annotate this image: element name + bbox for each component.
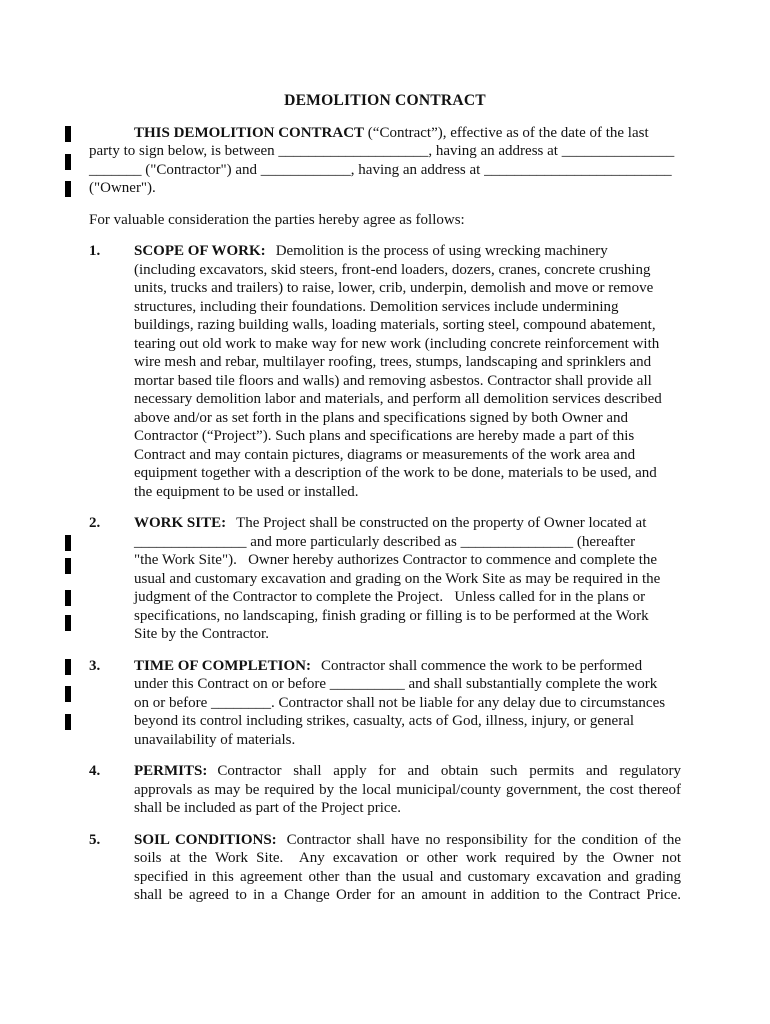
section-heading: WORK SITE: <box>134 515 227 531</box>
section-first-line <box>134 831 681 850</box>
intro-first-line-rest: (“Contract”), effective as of the date of the last <box>364 124 649 141</box>
intro-lines <box>89 142 681 198</box>
revision-bar <box>65 714 71 730</box>
section-first-line <box>134 762 681 781</box>
text-line: beyond its control including strikes, casualty, acts of God, illness, injury, or general <box>134 713 635 729</box>
section-number: 4. <box>89 763 101 779</box>
section-body <box>134 514 681 644</box>
text-line: structures, including their foundations. Demolition services include undermining <box>134 298 619 315</box>
section-heading: PERMITS: <box>134 763 208 779</box>
text-line: under this Contract on or before __________ and shall substantially complete the work <box>134 676 658 692</box>
section-first-line-rest: Contractor shall commence the work to be performed <box>320 657 643 674</box>
text-line: soils at the Work Site. Any excavation or other work required by the Owner not <box>134 850 681 866</box>
text-line: buildings, razing building walls, loading materials, sorting steel, compound abatement, <box>134 317 656 333</box>
revision-bar <box>65 659 71 675</box>
revision-bar <box>65 558 71 574</box>
section-body <box>134 657 681 750</box>
text-line: shall be agreed to in a Change Order for an amount in addition to the Contract Price. <box>134 887 681 903</box>
section-first-line <box>134 657 681 676</box>
text-line: unavailability of materials. <box>134 731 296 748</box>
section-body <box>134 242 681 501</box>
revision-bar <box>65 126 71 142</box>
text-line: tearing out old work to make way for new work (including concrete reinforcement with <box>134 335 660 352</box>
document-title: DEMOLITION CONTRACT <box>284 92 486 109</box>
section-heading: TIME OF COMPLETION: <box>134 657 311 674</box>
section-body <box>134 831 681 905</box>
text-line: "the Work Site"). Owner hereby authorizes Contractor to commence and complete the <box>134 552 658 568</box>
section-first-line-rest: The Project shall be constructed on the property of Owner located at <box>236 515 647 531</box>
section-heading: SOIL CONDITIONS: <box>134 831 277 848</box>
text-line: above and/or as set forth in the plans and specifications signed by both Owner and <box>134 409 629 426</box>
section-heading: SCOPE OF WORK: <box>134 243 266 259</box>
text-line: specified in this agreement other than the usual and customary excavation and grading <box>134 868 681 885</box>
text-line: usual and customary excavation and grading on the Work Site as may be required in the <box>134 570 661 587</box>
text-line: shall be included as part of the Project price. <box>134 800 401 816</box>
section-lines <box>134 781 681 818</box>
section-lines <box>134 533 681 644</box>
section-first-line-rest: Demolition is the process of using wrecking machinery <box>275 243 608 259</box>
revision-bar <box>65 154 71 170</box>
text-line: on or before ________. Contractor shall not be liable for any delay due to circumstances <box>134 694 666 711</box>
section-lines <box>134 261 681 502</box>
section-permits <box>89 762 681 818</box>
text-line: mortar based tile floors and walls) and removing asbestos. Contractor shall provide all <box>134 372 652 389</box>
text-line: ("Owner"). <box>89 180 156 196</box>
section-time-of-completion <box>89 657 681 750</box>
section-number: 1. <box>89 243 101 259</box>
section-number: 5. <box>89 831 101 848</box>
text-line: _______________ and more particularly described as _______________ (hereafter <box>134 533 636 550</box>
text-line: Contractor (“Project”). Such plans and specifications are hereby made a part of this <box>134 428 635 444</box>
revision-bar <box>65 615 71 631</box>
consideration-line: For valuable consideration the parties hereby agree as follows: <box>89 211 465 228</box>
section-number: 3. <box>89 657 101 674</box>
section-first-line <box>134 242 681 261</box>
text-line: approvals as may be required by the local municipal/county government, the cost thereof <box>134 781 681 798</box>
revision-bar <box>65 686 71 702</box>
text-line: necessary demolition labor and materials, and perform all demolition services described <box>134 391 662 407</box>
intro-bold-lead: THIS DEMOLITION CONTRACT <box>134 124 365 141</box>
text-line: the equipment to be used or installed. <box>134 483 359 500</box>
section-work-site <box>89 514 681 644</box>
intro-paragraph <box>89 124 681 198</box>
text-line: units, trucks and trailers) to raise, lower, crib, underpin, demolish and move or remove <box>134 280 654 296</box>
section-lines <box>134 849 681 905</box>
section-soil-conditions <box>89 831 681 905</box>
section-first-line-rest: Contractor shall have no responsibility for the condition of the <box>286 831 681 848</box>
section-scope-of-work <box>89 242 681 501</box>
document-content <box>89 92 681 905</box>
text-line: wire mesh and rebar, multilayer roofing, trees, stumps, landscaping and sprinklers and <box>134 354 652 370</box>
section-first-line <box>134 514 681 533</box>
section-lines <box>134 675 681 749</box>
section-body <box>134 762 681 818</box>
text-line: Site by the Contractor. <box>134 626 269 642</box>
text-line: _______ ("Contractor") and ____________, having an address at _________________________ <box>89 161 672 178</box>
revision-bar <box>65 590 71 606</box>
text-line: Contract and may contain pictures, diagrams or measurements of the work area and <box>134 446 636 463</box>
text-line: judgment of the Contractor to complete the Project. Unless called for in the plans or <box>134 589 646 605</box>
text-line: specifications, no landscaping, finish grading or filling is to be performed at the Work <box>134 607 649 624</box>
section-first-line-rest: Contractor shall apply for and obtain such permits and regulatory <box>217 763 681 779</box>
section-number: 2. <box>89 515 101 531</box>
text-line: party to sign below, is between ____________________, having an address at _______________ <box>89 143 675 159</box>
text-line: equipment together with a description of the work to be done, materials to be used, and <box>134 465 657 481</box>
revision-bar <box>65 181 71 197</box>
text-line: (including excavators, skid steers, front-end loaders, dozers, cranes, concrete crushing <box>134 261 651 278</box>
revision-bar <box>65 535 71 551</box>
